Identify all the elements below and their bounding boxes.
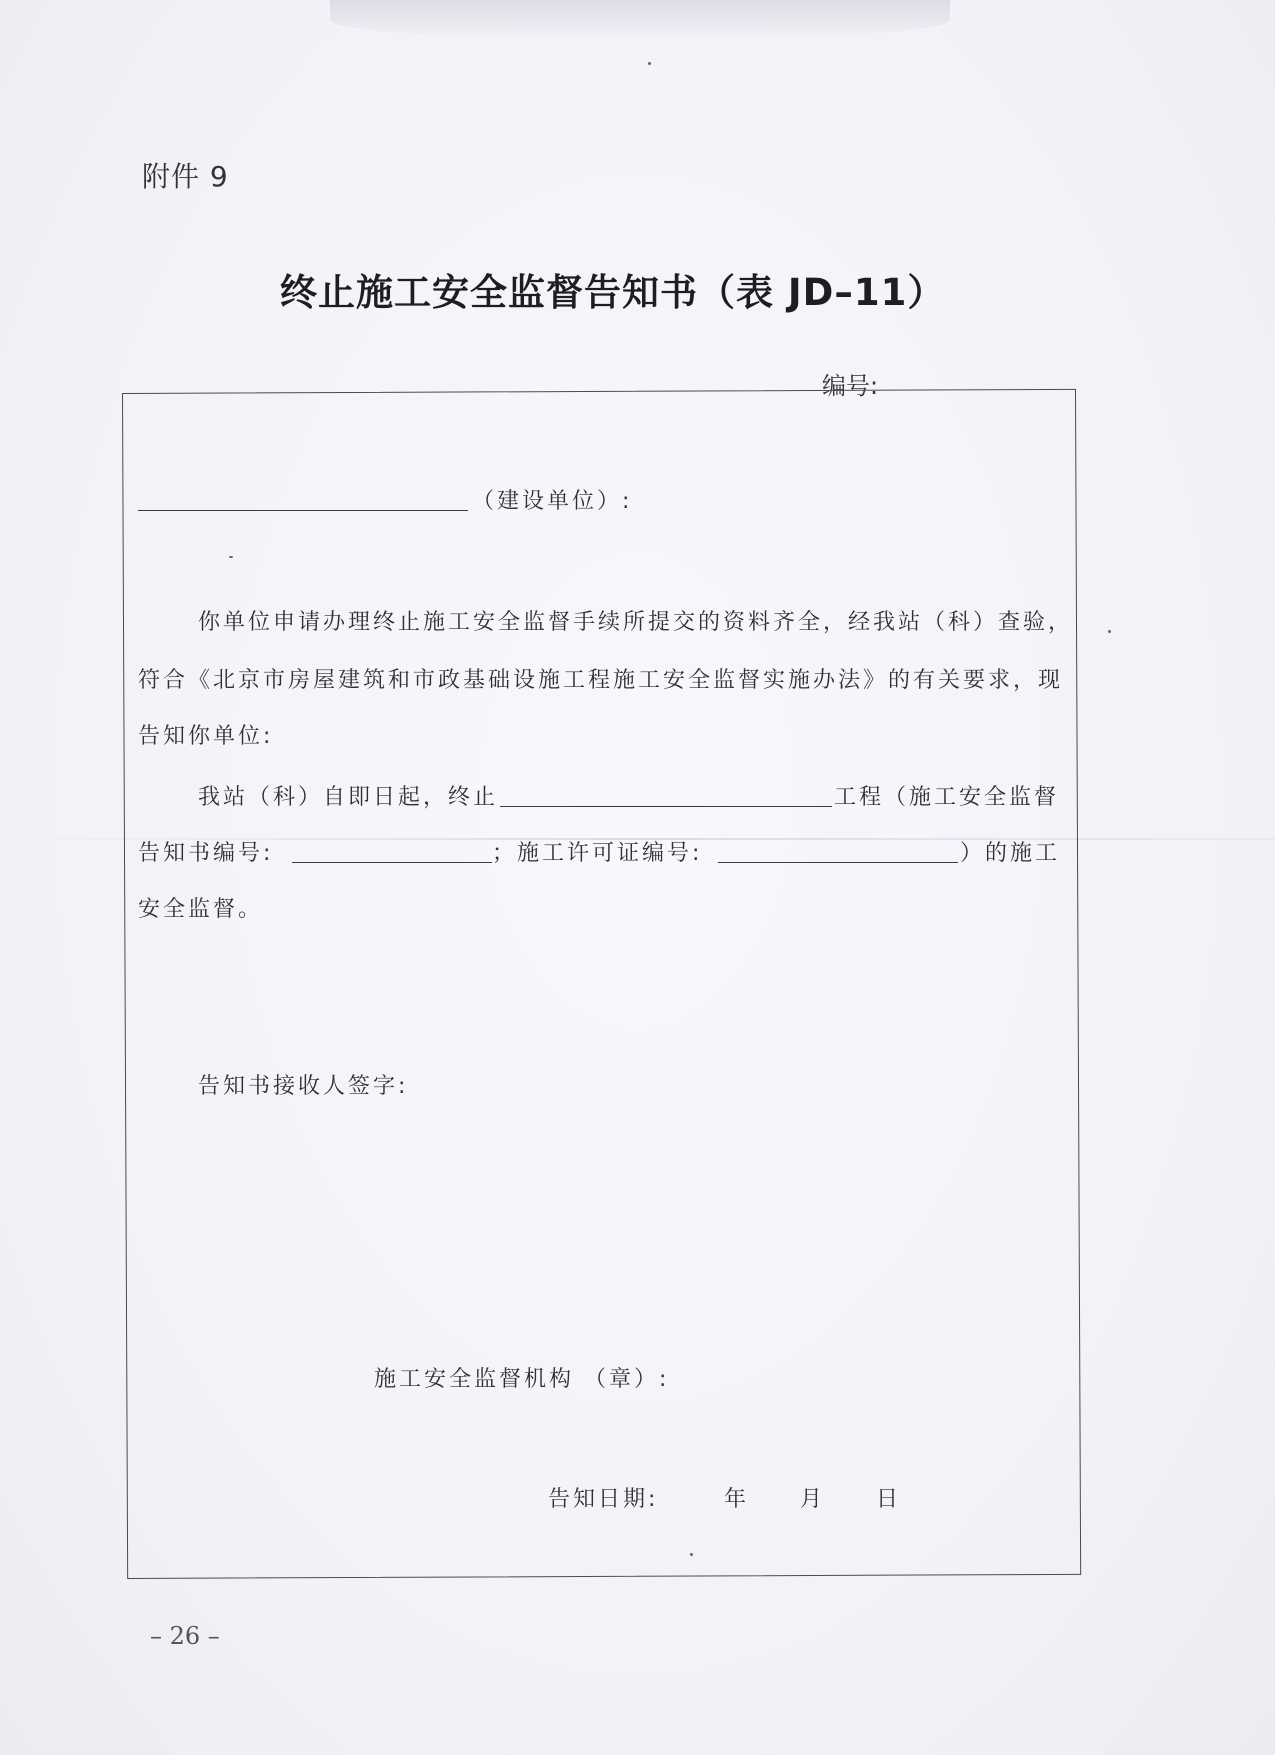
- receiver-signature-label: 告知书接收人签字:: [198, 1074, 409, 1099]
- paragraph-2-last: 安全监督。: [138, 897, 264, 922]
- date-year: 年: [724, 1487, 750, 1512]
- scan-shadow: [330, 0, 950, 40]
- document-title: 终止施工安全监督告知书（表 JD–11）: [280, 271, 946, 314]
- date-day: 日: [876, 1487, 902, 1512]
- notice-date-label: 告知日期:: [548, 1487, 659, 1512]
- project-name-blank[interactable]: [500, 806, 832, 807]
- permit-number-blank[interactable]: [718, 862, 958, 863]
- notice-number-label: 告知书编号:: [138, 841, 274, 866]
- scan-speck: [648, 62, 651, 65]
- paragraph-2-end: ）的施工: [960, 841, 1061, 866]
- paragraph-1-line-3: 告知你单位:: [138, 724, 274, 749]
- paragraph-2-project: 工程（施工安全监督: [834, 785, 1060, 810]
- construction-unit-label: （建设单位）:: [472, 489, 633, 514]
- scan-speck: [690, 1553, 693, 1556]
- serial-number-label: 编号:: [822, 372, 879, 400]
- scan-speck: [229, 556, 233, 558]
- permit-number-label: ；施工许可证编号:: [492, 841, 703, 866]
- paragraph-1-line-2: 符合《北京市房屋建筑和市政基础设施工程施工安全监督实施办法》的有关要求，现: [138, 668, 1064, 693]
- notice-form-frame: [122, 389, 1081, 1579]
- construction-unit-blank[interactable]: [138, 510, 468, 511]
- page-number: – 26 –: [150, 1622, 220, 1650]
- date-month: 月: [800, 1487, 826, 1512]
- notice-number-blank[interactable]: [292, 862, 492, 863]
- paragraph-1-line-1: 你单位申请办理终止施工安全监督手续所提交的资料齐全，经我站（科）查验，: [198, 610, 1074, 635]
- paragraph-2-start: 我站（科）自即日起，终止: [198, 785, 499, 810]
- scan-speck: [1108, 630, 1111, 633]
- attachment-label: 附件 9: [142, 160, 229, 193]
- agency-seal-label: 施工安全监督机构 （章）:: [374, 1367, 670, 1392]
